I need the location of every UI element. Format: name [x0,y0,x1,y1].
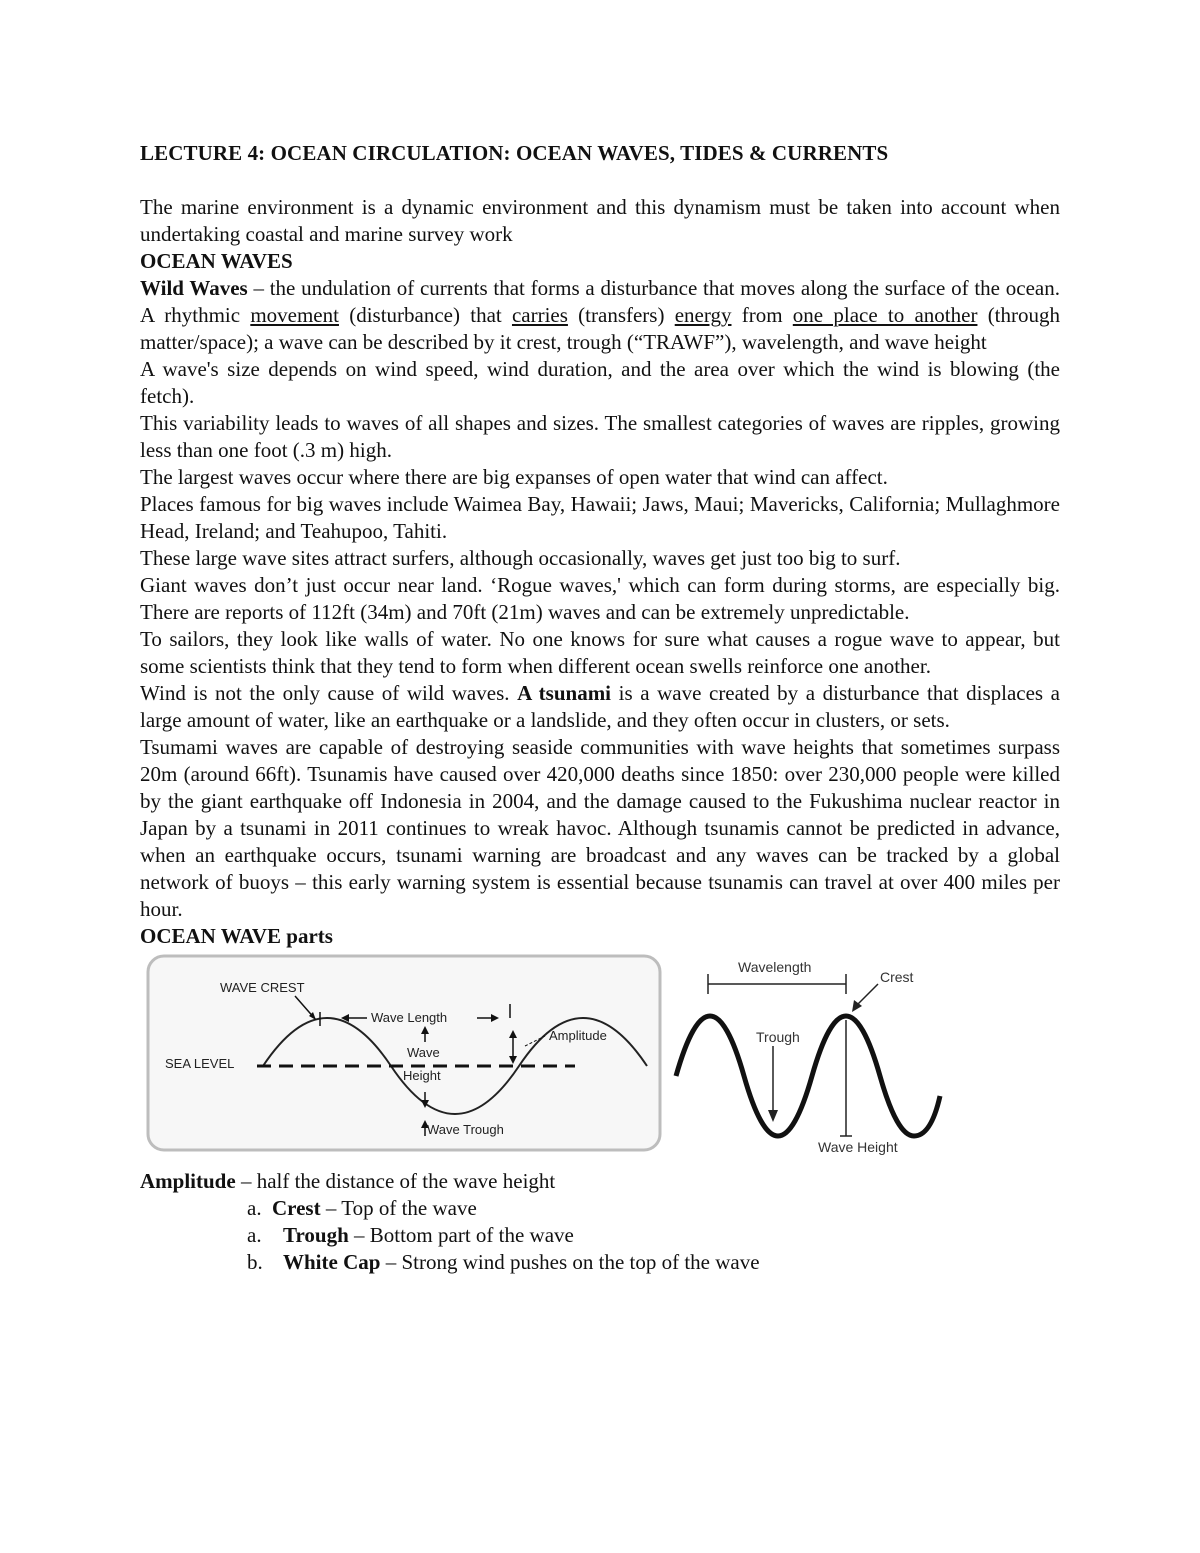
underlined-one-place: one place to another [792,303,978,327]
label-wave-height: Wave Height [818,1139,898,1155]
definition-body [283,1222,574,1249]
paragraph-surfers: These large wave sites attract surfers, although occasionally, waves get just too big to surf. [140,546,901,570]
amplitude-definition [140,1168,1060,1195]
label-trough: Trough [756,1029,800,1045]
paragraph-largest-waves: The largest waves occur where there are big expanses of open water that wind can affect. [140,465,888,489]
tsunami-text: is a wave created by a disturbance that displaces a large amount of water, like an earthquake or a landslide, and they often occur in clusters, or sets. [140,681,1061,732]
definition-item-white-cap [140,1249,1060,1276]
definition-term: White Cap [283,1250,381,1274]
definition-text: – Bottom part of the wave [348,1223,574,1247]
tsunami-text: Wind is not the only cause of wild waves. [140,681,518,705]
paragraph-rogue-waves: Giant waves don’t just occur near land. ‘Rogue waves,' which can form during storms, are especially big. There are reports of 112ft (34m) and 70ft (21m) waves and can be extremely unpredictable. [140,573,1060,624]
tsunami-paragraph [140,680,1060,734]
label-wavelength: Wavelength [738,959,812,975]
wild-waves-text: (through matter/space); a wave can be described by it crest, trough (“TRAWF”), wavelength, and wave height [140,303,1061,354]
definition-text: – Strong wind pushes on the top of the wave [380,1250,760,1274]
list-marker: a. [247,1223,262,1247]
label-sea-level: SEA LEVEL [165,1056,235,1071]
wave-parts-heading: OCEAN WAVE parts [140,924,333,948]
definitions-section [140,1168,1060,1276]
tsunami-term: A tsunami [517,681,612,705]
definition-body [272,1195,477,1222]
wave-anatomy-figure-right [668,946,948,1156]
crest-pointer [856,984,878,1006]
amplitude-text: – half the distance of the wave height [235,1169,556,1193]
definition-item-trough [140,1222,1060,1249]
label-amplitude: Amplitude [549,1028,607,1043]
label-wave-trough: Wave Trough [427,1122,504,1137]
label-height: Height [403,1068,441,1083]
amplitude-term: Amplitude [140,1169,236,1193]
page-title: LECTURE 4: OCEAN CIRCULATION: OCEAN WAVES, TIDES & CURRENTS [140,141,889,165]
underlined-energy: energy [674,303,732,327]
list-marker: b. [247,1250,263,1274]
wild-waves-paragraph [140,275,1060,356]
definition-term: Crest [272,1196,321,1220]
ocean-waves-heading: OCEAN WAVES [140,249,293,273]
label-wave-length: Wave Length [371,1010,448,1025]
definition-text: – Top of the wave [320,1196,477,1220]
wild-waves-text: (disturbance) that [338,303,512,327]
intro-paragraph: The marine environment is a dynamic environment and this dynamism must be taken into account when undertaking coastal and marine survey work [140,195,1060,246]
list-marker: a. [247,1196,262,1220]
label-wave: Wave [407,1045,440,1060]
tsunami-detail-paragraph: Tsumami waves are capable of destroying seaside communities with wave heights that sometimes surpass 20m (around 66ft). Tsunamis have caused over 420,000 deaths since 1850: over 230,000 people were killed by the giant earthquake off Indonesia in 2004, and the damage caused to the Fukushima nuclear reactor in Japan by a tsunami in 2011 continues to wreak havoc. Although tsunamis cannot be predicted in advance, when an earthquake occurs, tsunami warning are broadcast and any waves can be tracked by a global network of buoys – this early warning system is essential because tsunamis can travel at over 400 miles per hour. [140,735,1060,921]
definition-body [283,1249,760,1276]
label-wave-crest: WAVE CREST [220,980,305,995]
underlined-carries: carries [511,303,568,327]
label-crest: Crest [880,969,914,985]
paragraph-variability: This variability leads to waves of all shapes and sizes. The smallest categories of waves are ripples, growing less than one foot (.3 m) high. [140,411,1060,462]
wave-anatomy-figure-left [145,954,665,1154]
wave-curve [676,1016,940,1136]
paragraph-wave-size: A wave's size depends on wind speed, wind duration, and the area over which the wind is blowing (the fetch). [140,357,1060,408]
underlined-movement: movement [250,303,339,327]
wild-waves-text: (transfers) [567,303,675,327]
paragraph-famous-places: Places famous for big waves include Waimea Bay, Hawaii; Jaws, Maui; Mavericks, California; Mullaghmore Head, Ireland; and Teahupoo, Tahiti. [140,492,1060,543]
wild-waves-text: – the undulation of currents that forms a disturbance that moves along the surface of the ocean. A rhythmic [140,276,1060,327]
definition-item-crest [140,1195,1060,1222]
wild-waves-term: Wild Waves [140,276,248,300]
definition-term: Trough [283,1223,349,1247]
wild-waves-text: from [731,303,793,327]
wave-figures [140,954,1060,1164]
document-page [140,140,1060,1276]
paragraph-sailors: To sailors, they look like walls of water. No one knows for sure what causes a rogue wave to appear, but some scientists think that they tend to form when different ocean swells reinforce one another. [140,627,1060,678]
arrowhead [768,1110,778,1122]
